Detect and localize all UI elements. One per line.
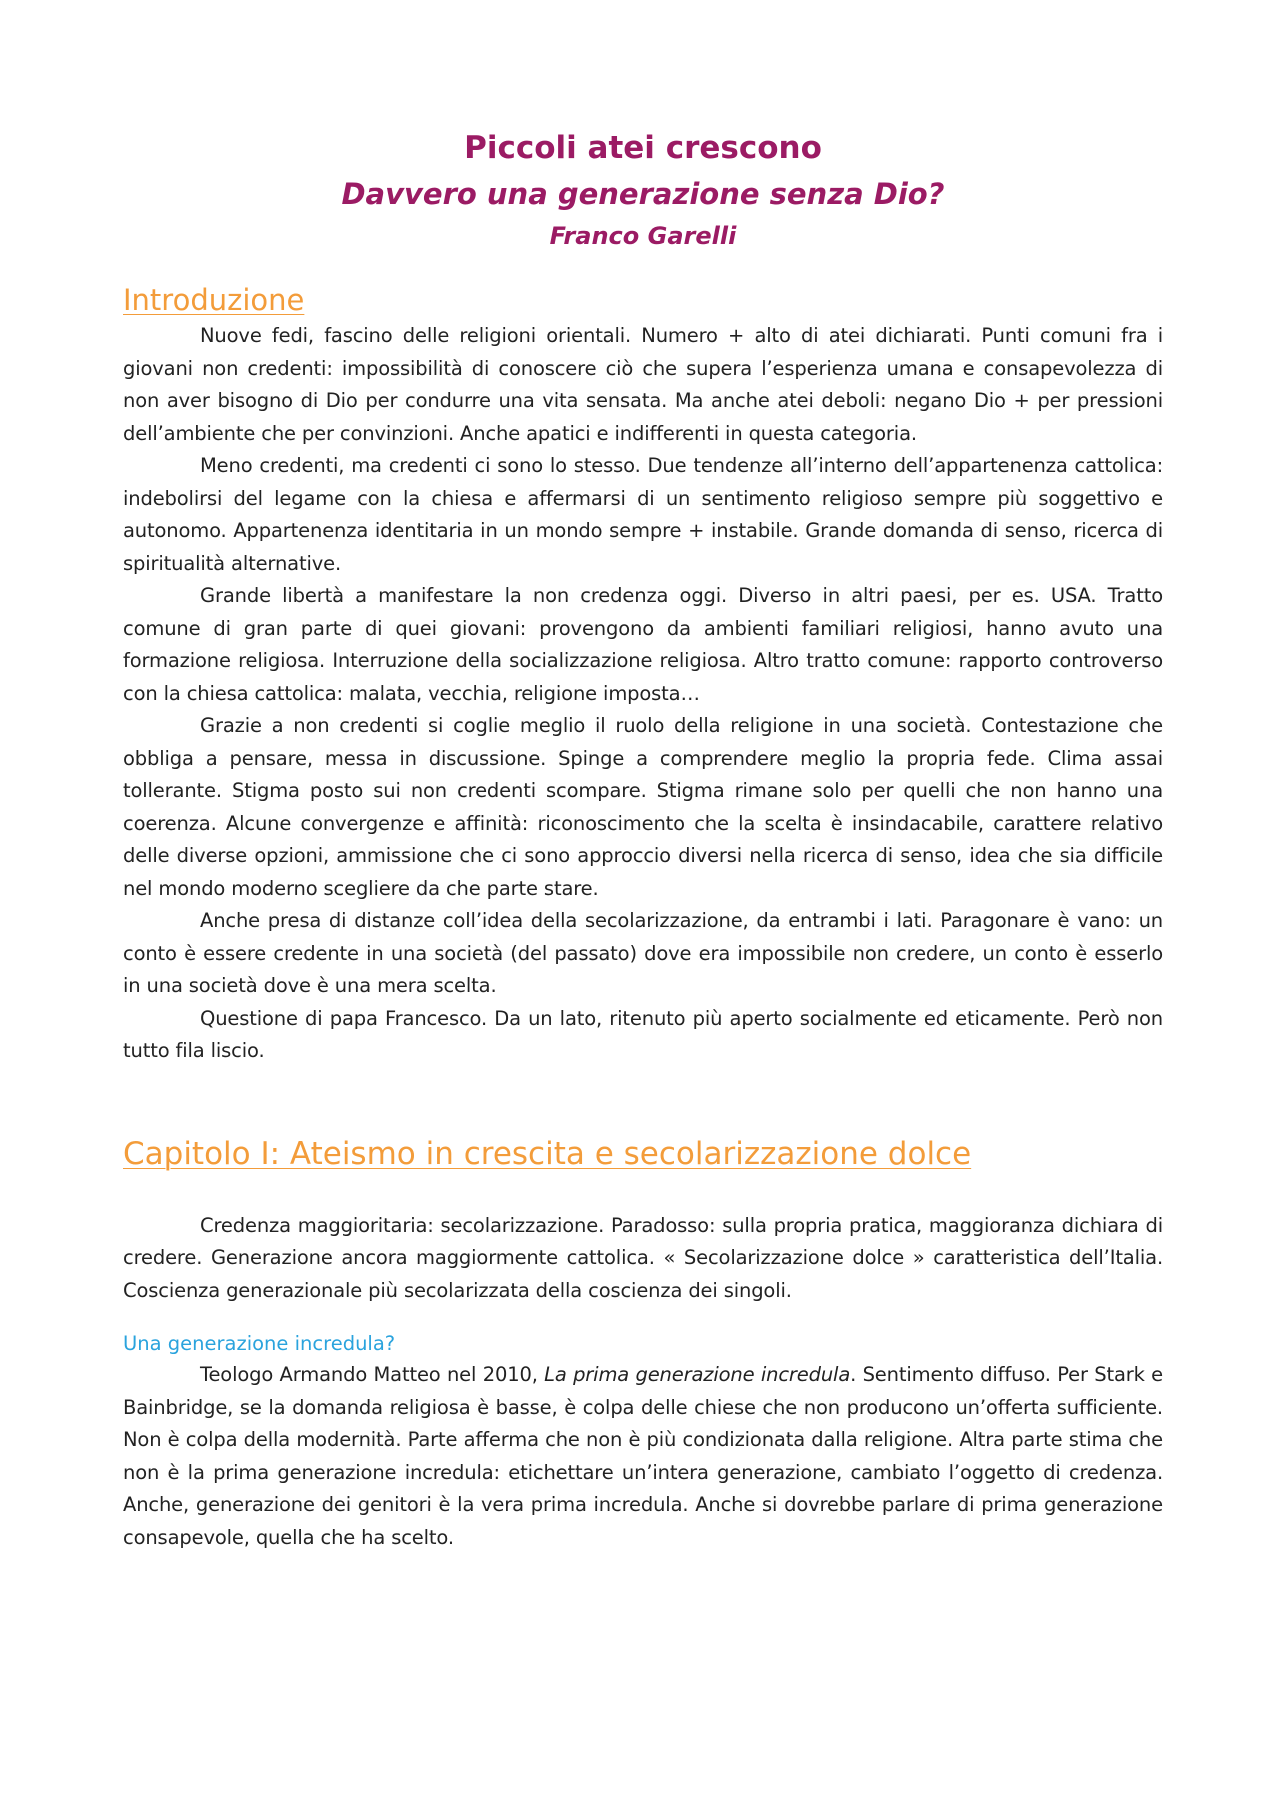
- document-subtitle: Davvero una generazione senza Dio?: [341, 177, 945, 211]
- section-heading-generazione-incredula: Una generazione incredula?: [123, 1332, 396, 1355]
- chapter-1-intro-paragraph: Credenza maggioritaria: secolarizzazione. Paradosso: sulla propria pratica, maggioranza dichiara di credere. Generazione ancora maggiormente cattolica. « Secolarizzazione dolce » caratteristica dell’Italia. Coscienza generazionale più secolarizzata della coscienza dei singoli.: [123, 1213, 1163, 1302]
- title-block: [123, 126, 1163, 254]
- introduction-paragraph: Grande libertà a manifestare la non credenza oggi. Diverso in altri paesi, per es. USA. Tratto comune di gran parte di quei giovani: provengono da ambienti familiari religiosi, hanno avuto una formazione religiosa. Interruzione della socializzazione religiosa. Altro tratto comune: rapporto controverso con la chiesa cattolica: malata, vecchia, religione imposta…: [123, 584, 1163, 705]
- introduction-paragraph: Grazie a non credenti si coglie meglio il ruolo della religione in una società. Contestazione che obbliga a pensare, messa in discussione. Spinge a comprendere meglio la propria fede. Clima assai tollerante. Stigma posto sui non credenti scompare. Stigma rimane solo per quelli che non hanno una coerenza. Alcune convergenze e affinità: riconoscimento che la scelta è insindacabile, carattere relativo delle diverse opzioni, ammissione che ci sono approccio diversi nella ricerca di senso, idea che sia difficile nel mondo moderno scegliere da che parte stare.: [123, 714, 1163, 900]
- introduction-paragraph: Anche presa di distanze coll’idea della secolarizzazione, da entrambi i lati. Paragonare è vano: un conto è essere credente in una società (del passato) dove era impossibile non credere, un conto è esserlo in una società dove è una mera scelta.: [123, 909, 1163, 997]
- document-title: Piccoli atei crescono: [464, 130, 822, 166]
- introduction-heading: Introduzione: [123, 283, 305, 317]
- document-page: [123, 126, 1163, 1554]
- introduction-paragraph: Nuove fedi, fascino delle religioni orientali. Numero + alto di atei dichiarati. Punti comuni fra i giovani non credenti: impossibilità di conoscere ciò che supera l’esperienza umana e consapevolezza di non aver bisogno di Dio per condurre una vita sensata. Ma anche atei deboli: negano Dio + per pressioni dell’ambiente che per convinzioni. Anche apatici e indifferenti in questa categoria.: [123, 324, 1163, 445]
- section-paragraph: [123, 1359, 1163, 1554]
- text-after-book-title: . Sentimento diffuso. Per Stark e Bainbridge, se la domanda religiosa è basse, è colpa delle chiese che non producono un’offerta sufficiente. Non è colpa della modernità. Parte afferma che non è più condizionata dalla religione. Altra parte stima che non è la prima generazione incredula: etichettare un’intera generazione, cambiato l’oggetto di credenza. Anche, generazione dei genitori è la vera prima incredula. Anche si dovrebbe parlare di prima generazione consapevole, quella che ha scelto.: [123, 1363, 1163, 1549]
- book-title: La prima generazione incredula: [544, 1363, 851, 1386]
- document-author: Franco Garelli: [549, 222, 737, 250]
- introduction-paragraph: Questione di papa Francesco. Da un lato, ritenuto più aperto socialmente ed eticamente. Però non tutto fila liscio.: [123, 1006, 1163, 1062]
- chapter-1-heading: Capitolo I: Ateismo in crescita e secolarizzazione dolce: [123, 1135, 972, 1172]
- text-before-book-title: Teologo Armando Matteo nel 2010,: [200, 1363, 545, 1386]
- introduction-paragraph: Meno credenti, ma credenti ci sono lo stesso. Due tendenze all’interno dell’appartenenza cattolica: indebolirsi del legame con la chiesa e affermarsi di un sentimento religioso sempre più soggettivo e autonomo. Appartenenza identitaria in un mondo sempre + instabile. Grande domanda di senso, ricerca di spiritualità alternative.: [123, 454, 1163, 575]
- introduction-body: [123, 320, 1163, 1068]
